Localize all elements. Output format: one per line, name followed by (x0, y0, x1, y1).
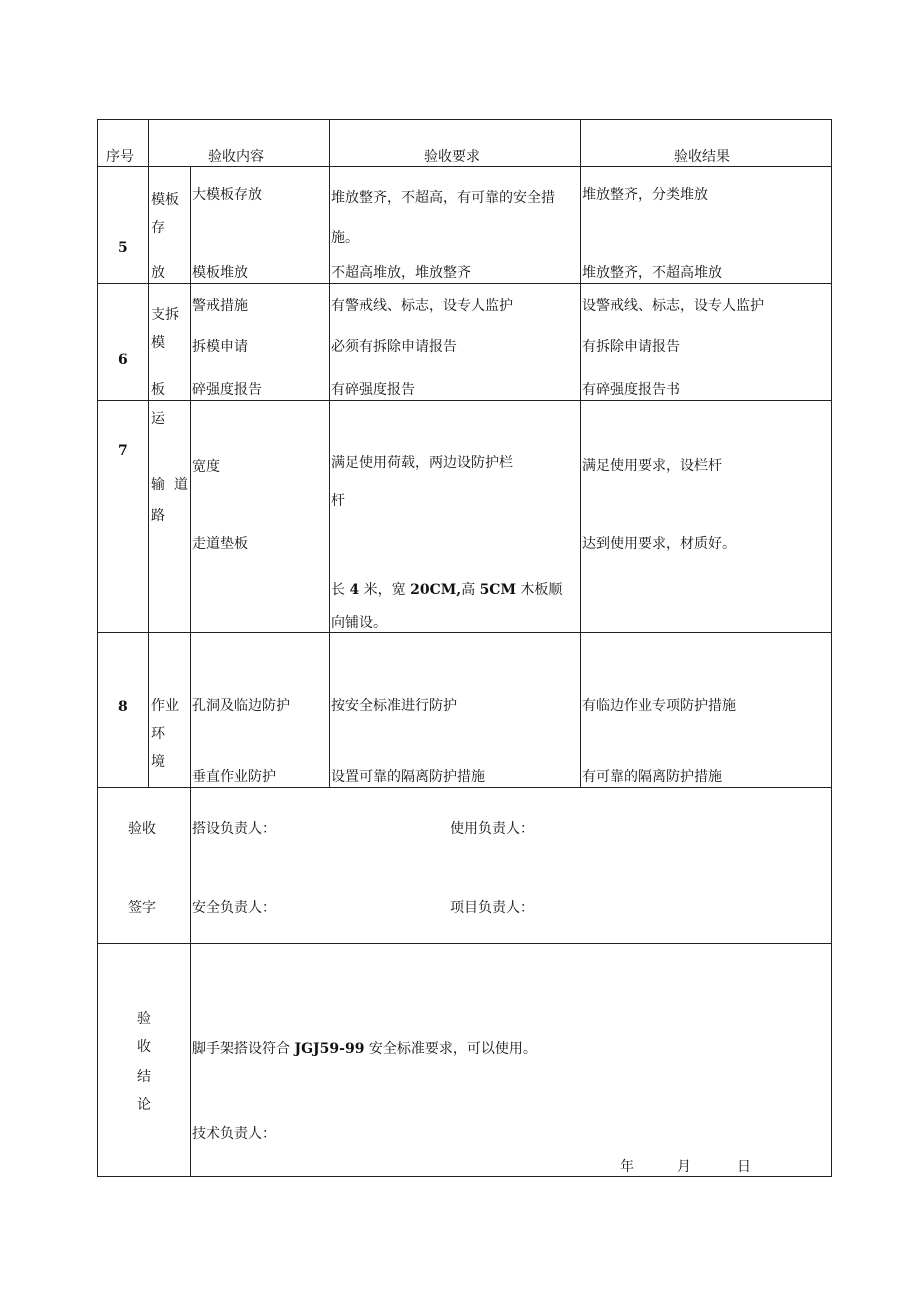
row-number: 8 (118, 699, 128, 715)
category-label: 模 (151, 335, 165, 351)
conclusion-label: 收 (137, 1039, 151, 1055)
category-label: 存 (151, 220, 165, 236)
walkway-spec: 长 4 米，宽 20CM,高 5CM 木板顺 (331, 582, 563, 598)
signature-label: 验收 (128, 821, 156, 837)
date-month: 月 (677, 1159, 691, 1175)
col-divider (190, 166, 191, 1177)
requirement-item: 设置可靠的隔离防护措施 (331, 769, 485, 785)
result-item: 达到使用要求，材质好。 (582, 536, 736, 552)
requirement-item: 向铺设。 (331, 615, 387, 631)
row-divider (97, 400, 832, 401)
conclusion-label: 结 (137, 1069, 151, 1085)
category-label: 环 (151, 726, 165, 742)
result-item: 有临边作业专项防护措施 (582, 698, 736, 714)
content-item: 宽度 (192, 459, 220, 475)
builder-signature-field: 搭设负责人： (192, 821, 276, 837)
conclusion-text: 脚手架搭设符合 JGJ59-99 安全标准要求，可以使用。 (192, 1041, 537, 1057)
result-item: 有可靠的隔离防护措施 (582, 769, 722, 785)
result-item: 有拆除申请报告 (582, 339, 680, 355)
row-divider (97, 166, 832, 167)
result-item: 满足使用要求，设栏杆 (582, 458, 722, 474)
row-divider (97, 283, 832, 284)
conclusion-label: 验 (137, 1011, 151, 1027)
category-label: 输 道 (151, 477, 188, 493)
content-item: 大模板存放 (192, 187, 262, 203)
date-year: 年 (620, 1159, 634, 1175)
row-divider (97, 943, 832, 944)
content-item: 拆模申请 (192, 339, 248, 355)
category-label: 境 (151, 754, 165, 770)
header-result: 验收结果 (674, 149, 730, 165)
category-label: 支拆 (151, 307, 179, 323)
row-divider (97, 787, 832, 788)
col-divider (148, 119, 149, 787)
requirement-item: 堆放整齐，不超高，有可靠的安全措 (331, 190, 555, 206)
result-item: 堆放整齐，不超高堆放 (582, 265, 722, 281)
category-label: 作业 (151, 698, 179, 714)
requirement-item: 按安全标准进行防护 (331, 698, 457, 714)
category-label: 放 (151, 265, 165, 281)
result-item: 堆放整齐，分类堆放 (582, 187, 708, 203)
requirement-item: 杆 (331, 493, 345, 509)
category-label: 路 (151, 508, 165, 524)
row-divider (97, 632, 832, 633)
category-label: 板 (151, 382, 165, 398)
content-item: 走道垫板 (192, 536, 248, 552)
result-item: 有碎强度报告书 (582, 382, 680, 398)
result-item: 设警戒线、标志，设专人监护 (582, 298, 764, 314)
content-item: 碎强度报告 (192, 382, 262, 398)
requirement-item: 有警戒线、标志，设专人监护 (331, 298, 513, 314)
category-label: 运 (151, 411, 165, 427)
content-item: 警戒措施 (192, 298, 248, 314)
requirement-item: 不超高堆放，堆放整齐 (331, 265, 471, 281)
row-number: 7 (118, 443, 128, 459)
header-seq: 序号 (106, 149, 134, 165)
row-number: 6 (118, 352, 128, 368)
content-item: 孔洞及临边防护 (192, 698, 290, 714)
category-label: 模板 (151, 192, 179, 208)
requirement-item: 施。 (331, 230, 359, 246)
conclusion-label: 论 (137, 1097, 151, 1113)
safety-signature-field: 安全负责人： (192, 900, 276, 916)
content-item: 模板堆放 (192, 265, 248, 281)
signature-label: 签字 (128, 900, 156, 916)
user-signature-field: 使用负责人： (450, 821, 534, 837)
requirement-item: 必须有拆除申请报告 (331, 339, 457, 355)
col-divider (580, 119, 581, 787)
header-requirement: 验收要求 (424, 149, 480, 165)
row-number: 5 (118, 240, 128, 256)
requirement-item: 满足使用荷载，两边设防护栏 (331, 455, 513, 471)
col-divider (329, 119, 330, 787)
content-item: 垂直作业防护 (192, 769, 276, 785)
project-signature-field: 项目负责人： (450, 900, 534, 916)
date-day: 日 (737, 1159, 751, 1175)
header-content: 验收内容 (208, 149, 264, 165)
requirement-item: 有碎强度报告 (331, 382, 415, 398)
tech-signature-field: 技术负责人： (192, 1126, 276, 1142)
